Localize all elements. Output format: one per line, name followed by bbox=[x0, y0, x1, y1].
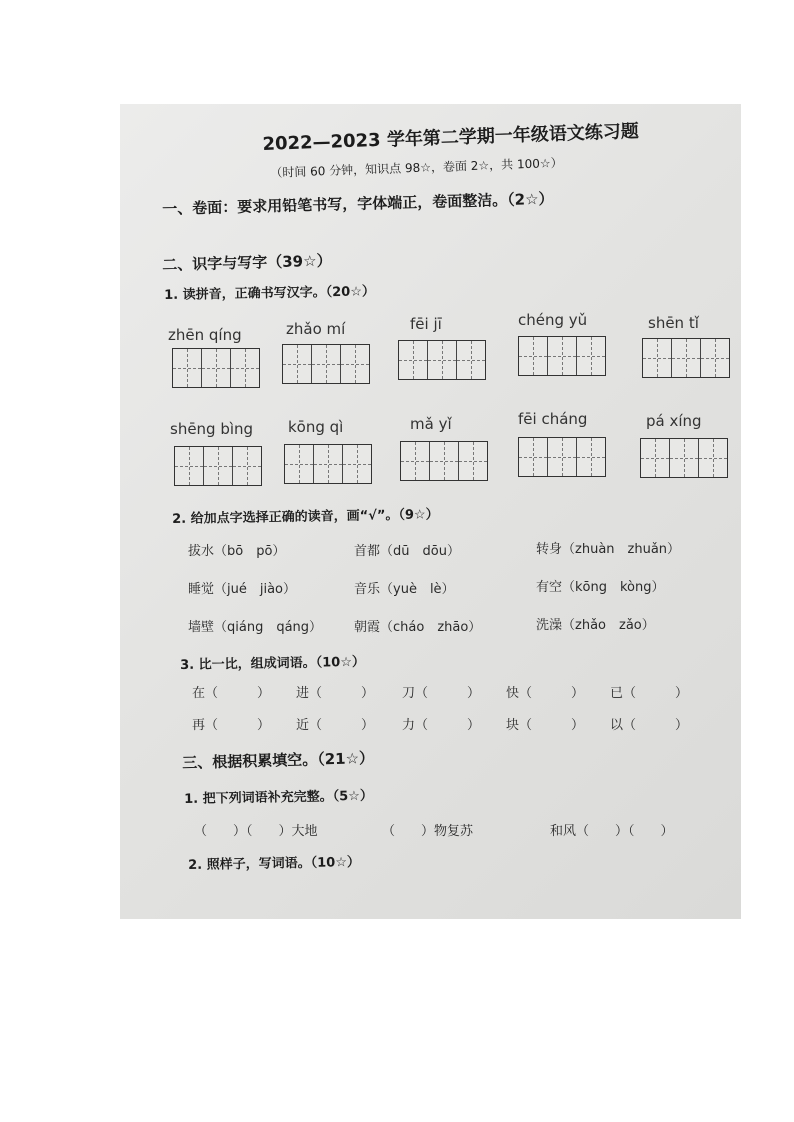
question-heading: 2. 照样子，写词语。（10☆） bbox=[188, 855, 361, 873]
exam-paper bbox=[120, 104, 741, 919]
pinyin-label: zhēn qíng bbox=[168, 326, 242, 344]
section-heading: 一、卷面：要求用铅笔书写，字体端正，卷面整洁。（2☆） bbox=[162, 189, 554, 218]
fill-blank[interactable]: （ ）物复苏 bbox=[382, 824, 474, 839]
pinyin-label: fēi jī bbox=[410, 315, 442, 333]
pinyin-label: pá xíng bbox=[646, 412, 702, 430]
compare-blank[interactable]: 再（ ） bbox=[192, 718, 271, 733]
section-heading: 三、根据积累填空。（21☆） bbox=[182, 748, 375, 772]
writing-grid[interactable] bbox=[518, 437, 606, 477]
compare-blank[interactable]: 已（ ） bbox=[610, 686, 689, 701]
question-heading: 1. 读拼音，正确书写汉字。（20☆） bbox=[164, 284, 376, 303]
reading-item[interactable]: 睡觉（jué jiào） bbox=[188, 582, 297, 597]
reading-item[interactable]: 音乐（yuè lè） bbox=[354, 582, 455, 597]
reading-item[interactable]: 首都（dū dōu） bbox=[354, 544, 460, 559]
reading-item[interactable]: 转身（zhuàn zhuǎn） bbox=[536, 542, 681, 557]
reading-item[interactable]: 有空（kōng kòng） bbox=[536, 580, 665, 595]
compare-blank[interactable]: 力（ ） bbox=[402, 718, 481, 733]
writing-grid[interactable] bbox=[400, 441, 488, 481]
writing-grid[interactable] bbox=[284, 444, 372, 484]
reading-item[interactable]: 墙壁（qiáng qáng） bbox=[188, 620, 323, 635]
fill-blank[interactable]: 和风（ ）（ ） bbox=[550, 824, 674, 839]
compare-blank[interactable]: 进（ ） bbox=[296, 686, 375, 701]
page-title: 2022—2023 学年第二学期一年级语文练习题 bbox=[262, 120, 640, 155]
pinyin-label: chéng yǔ bbox=[518, 311, 588, 329]
compare-blank[interactable]: 快（ ） bbox=[506, 686, 585, 701]
compare-blank[interactable]: 近（ ） bbox=[296, 718, 375, 733]
writing-grid[interactable] bbox=[282, 344, 370, 384]
writing-grid[interactable] bbox=[174, 446, 262, 486]
compare-blank[interactable]: 块（ ） bbox=[506, 718, 585, 733]
writing-grid[interactable] bbox=[398, 340, 486, 380]
compare-blank[interactable]: 在（ ） bbox=[192, 686, 271, 701]
question-heading: 2. 给加点字选择正确的读音，画“√”。（9☆） bbox=[172, 507, 439, 527]
question-heading: 3. 比一比，组成词语。（10☆） bbox=[180, 654, 366, 673]
reading-item[interactable]: 拔水（bō pō） bbox=[188, 544, 286, 559]
compare-blank[interactable]: 刀（ ） bbox=[402, 686, 481, 701]
writing-grid[interactable] bbox=[518, 336, 606, 376]
writing-grid[interactable] bbox=[640, 438, 728, 478]
pinyin-label: zhǎo mí bbox=[286, 320, 346, 338]
writing-grid[interactable] bbox=[642, 338, 730, 378]
reading-item[interactable]: 朝霞（cháo zhāo） bbox=[354, 620, 482, 635]
section-heading: 二、识字与写字（39☆） bbox=[162, 251, 332, 274]
pinyin-label: shēng bìng bbox=[170, 420, 254, 438]
exam-info: （时间 60 分钟，知识点 98☆，卷面 2☆，共 100☆） bbox=[270, 155, 563, 180]
pinyin-label: shēn tǐ bbox=[648, 314, 699, 332]
fill-blank[interactable]: （ ）（ ）大地 bbox=[194, 824, 318, 839]
pinyin-label: fēi cháng bbox=[518, 410, 588, 428]
writing-grid[interactable] bbox=[172, 348, 260, 388]
pinyin-label: kōng qì bbox=[288, 418, 344, 436]
pinyin-label: mǎ yǐ bbox=[410, 415, 452, 433]
question-heading: 1. 把下列词语补充完整。（5☆） bbox=[184, 788, 374, 807]
reading-item[interactable]: 洗澡（zhǎo zǎo） bbox=[536, 618, 655, 633]
compare-blank[interactable]: 以（ ） bbox=[610, 718, 689, 733]
